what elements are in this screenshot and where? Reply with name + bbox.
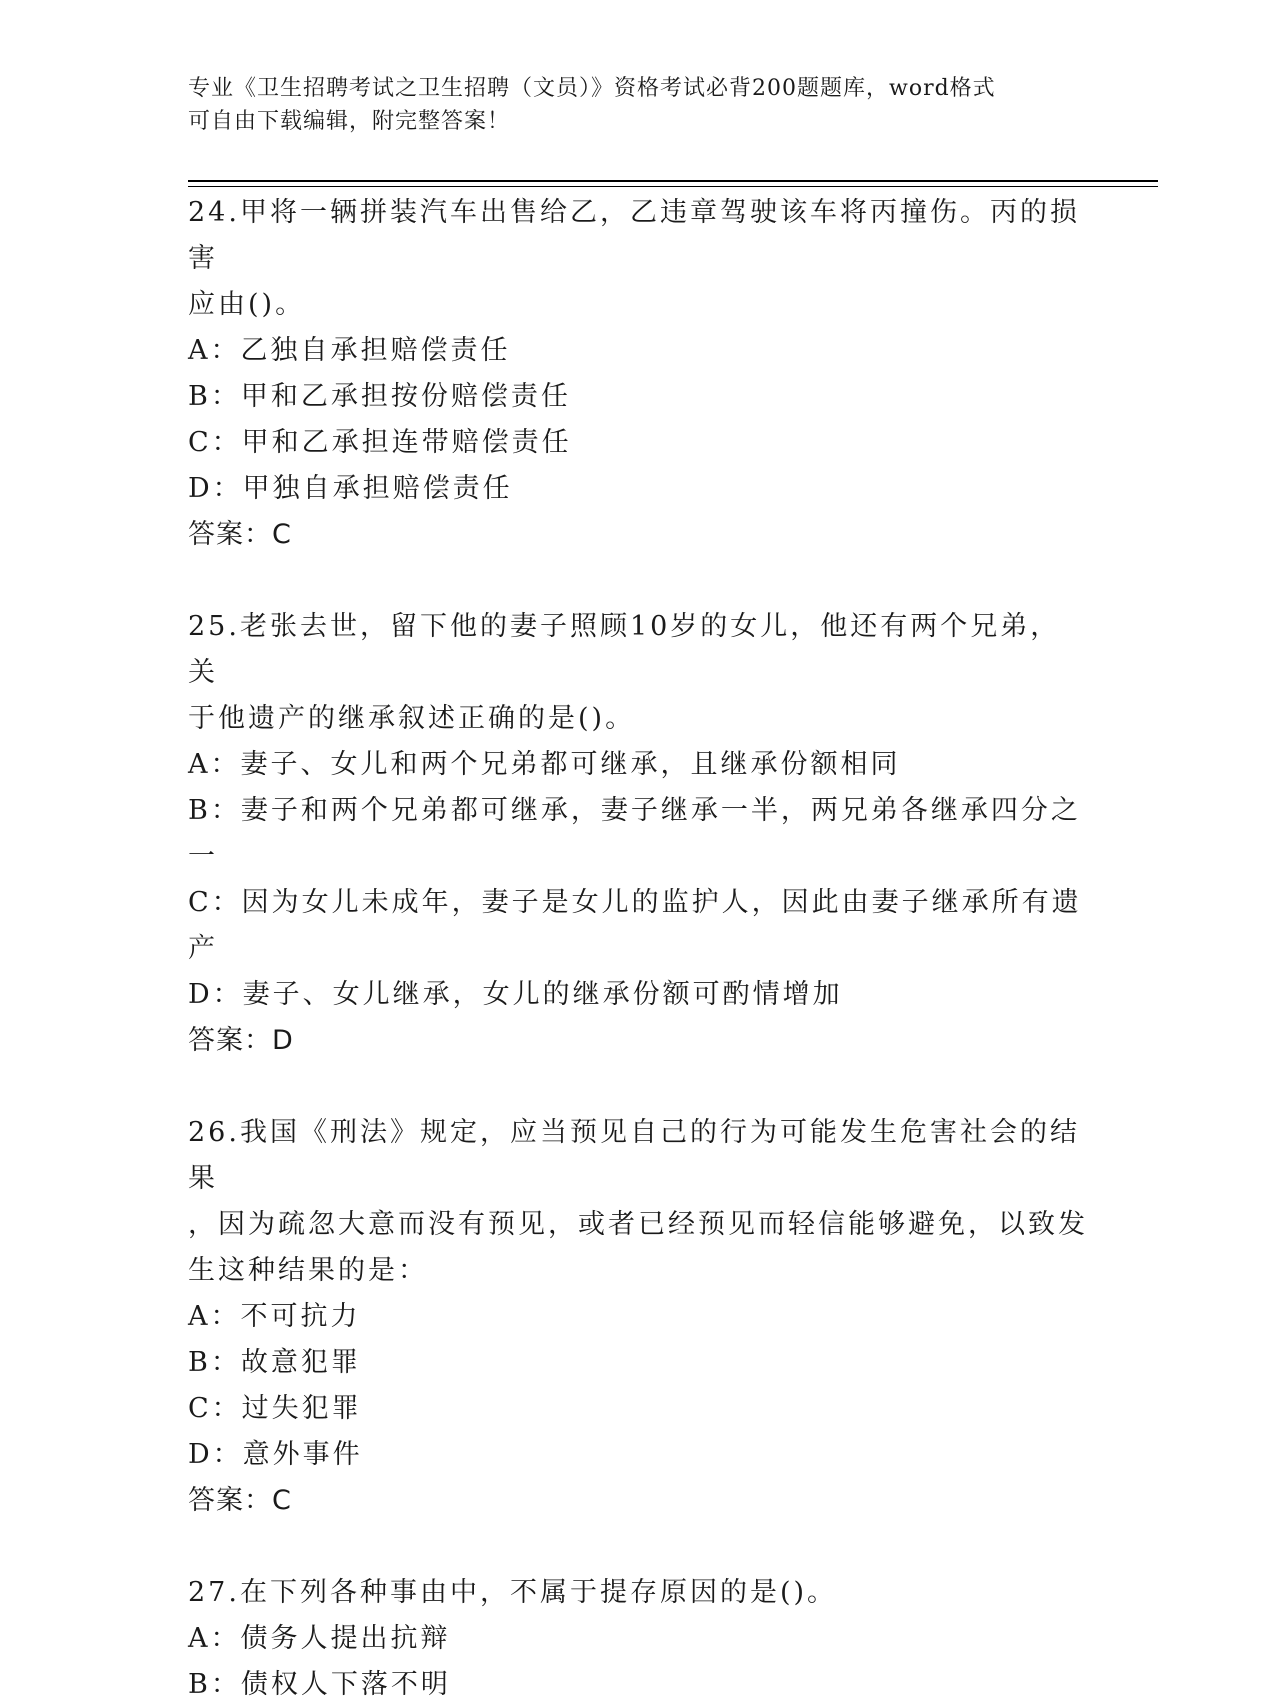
option-a: A：乙独自承担赔偿责任	[188, 335, 511, 366]
option-d: D：意外事件	[188, 1439, 363, 1470]
question-stem-line: 于他遗产的继承叙述正确的是()。	[188, 703, 636, 734]
option-a: A：不可抗力	[188, 1301, 361, 1332]
header-line-1: 专业《卫生招聘考试之卫生招聘（文员）》资格考试必背200题题库，word格式	[188, 76, 996, 101]
question-stem-line: 生这种结果的是：	[188, 1255, 428, 1286]
option-a: A：妻子、女儿和两个兄弟都可继承，且继承份额相同	[188, 749, 901, 780]
question-stem-line: 24.甲将一辆拼装汽车出售给乙，乙违章驾驶该车将丙撞伤。丙的损害	[188, 197, 1080, 274]
question-25	[188, 604, 1088, 1064]
header-divider-thin	[188, 186, 1158, 187]
option-b: B：故意犯罪	[188, 1347, 361, 1378]
question-stem-line: 26.我国《刑法》规定，应当预见自己的行为可能发生危害社会的结果	[188, 1117, 1080, 1194]
spacer	[188, 1064, 1088, 1110]
question-24	[188, 190, 1088, 558]
question-27	[188, 1570, 1088, 1708]
spacer	[188, 1524, 1088, 1570]
question-26	[188, 1110, 1088, 1524]
option-d: D：妻子、女儿继承，女儿的继承份额可酌情增加	[188, 979, 843, 1010]
answer-label: 答案：D	[188, 1025, 294, 1056]
option-c: C：甲和乙承担连带赔偿责任	[188, 427, 572, 458]
header-divider-thick	[188, 180, 1158, 182]
option-b: B：甲和乙承担按份赔偿责任	[188, 381, 571, 412]
header-line-2: 可自由下载编辑，附完整答案！	[188, 109, 511, 134]
option-b: B：债权人下落不明	[188, 1669, 451, 1700]
option-c: C：因为女儿未成年，妻子是女儿的监护人，因此由妻子继承所有遗产	[188, 887, 1082, 964]
question-list	[188, 190, 1088, 1708]
answer-label: 答案：C	[188, 1485, 292, 1516]
answer-label: 答案：C	[188, 519, 292, 550]
question-stem-line: 25.老张去世，留下他的妻子照顾10岁的女儿，他还有两个兄弟，关	[188, 611, 1061, 688]
question-stem-line: 27.在下列各种事由中，不属于提存原因的是()。	[188, 1577, 838, 1608]
spacer	[188, 558, 1088, 604]
question-stem-line: 应由()。	[188, 289, 306, 320]
option-b: B：妻子和两个兄弟都可继承，妻子继承一半，两兄弟各继承四分之一	[188, 795, 1081, 872]
question-stem-line: ，因为疏忽大意而没有预见，或者已经预见而轻信能够避免，以致发	[188, 1209, 1088, 1240]
document-header	[188, 72, 1088, 138]
option-a: A：债务人提出抗辩	[188, 1623, 451, 1654]
option-c: C：过失犯罪	[188, 1393, 362, 1424]
option-d: D：甲独自承担赔偿责任	[188, 473, 513, 504]
